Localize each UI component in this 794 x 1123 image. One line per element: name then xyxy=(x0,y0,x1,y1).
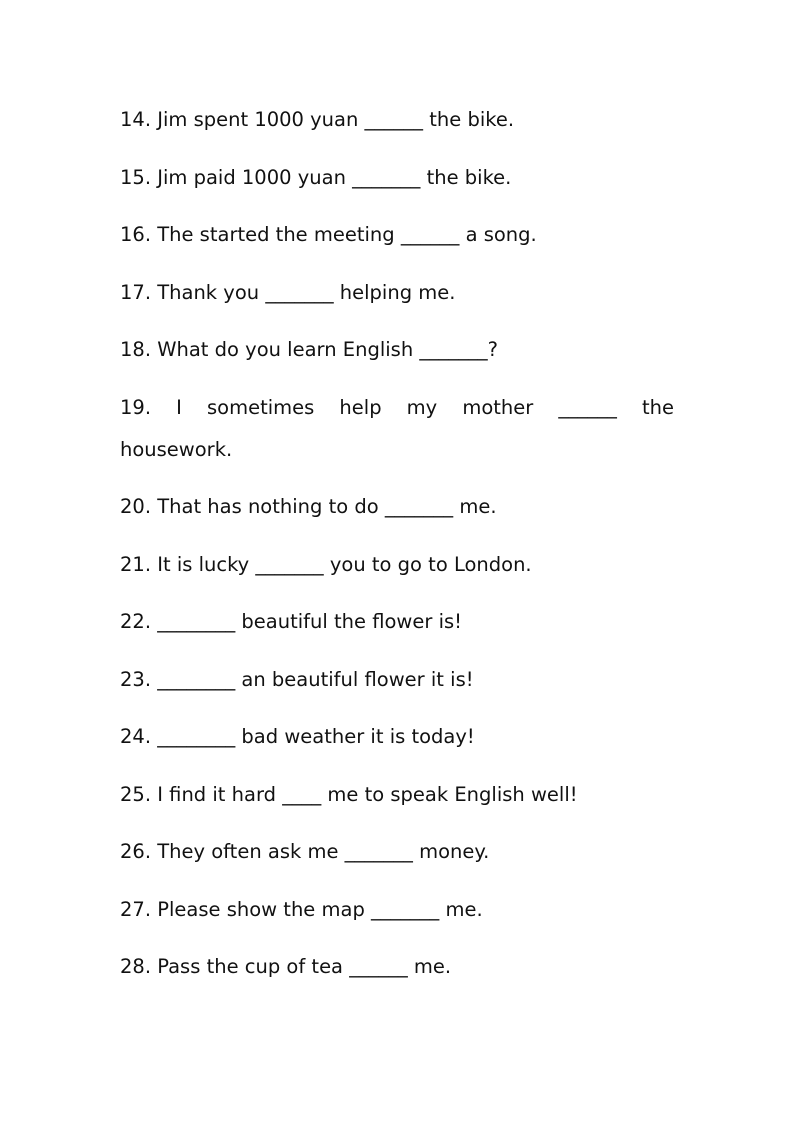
question-text: What do you learn English _______? xyxy=(157,338,498,361)
question-text: ________ beautiful the flower is! xyxy=(157,610,462,633)
question-number: 23. xyxy=(120,667,152,691)
question-18 xyxy=(120,329,674,371)
question-number: 17. xyxy=(120,280,152,304)
question-text: Jim spent 1000 yuan ______ the bike. xyxy=(157,108,515,131)
question-number: 19. xyxy=(120,395,152,419)
question-text: Pass the cup of tea ______ me. xyxy=(157,955,452,978)
question-14 xyxy=(120,99,674,141)
question-text: Please show the map _______ me. xyxy=(157,897,483,921)
question-17 xyxy=(120,272,674,314)
question-23 xyxy=(120,659,674,701)
question-number: 20. xyxy=(120,495,152,518)
question-number: 14. xyxy=(120,108,152,131)
question-16 xyxy=(120,214,674,256)
question-text-line-2: housework. xyxy=(120,437,233,461)
question-21 xyxy=(120,544,674,586)
question-line-1 xyxy=(120,387,674,429)
exercise-list xyxy=(120,99,674,1004)
question-number: 21. xyxy=(120,552,152,576)
question-text: It is lucky _______ you to go to London. xyxy=(157,552,532,576)
question-number: 25. xyxy=(120,782,152,806)
question-text: Thank you _______ helping me. xyxy=(157,280,456,304)
question-text: ________ an beautiful flower it is! xyxy=(157,667,474,691)
question-text: That has nothing to do _______ me. xyxy=(157,495,497,518)
question-22 xyxy=(120,601,674,643)
question-number: 16. xyxy=(120,223,152,246)
question-number: 22. xyxy=(120,610,152,633)
question-text: The started the meeting ______ a song. xyxy=(157,223,537,246)
question-number: 27. xyxy=(120,897,152,921)
question-24 xyxy=(120,716,674,758)
question-text: They often ask me _______ money. xyxy=(157,840,490,863)
question-text-line-1: I sometimes help my mother ______ the xyxy=(176,395,674,419)
question-28 xyxy=(120,946,674,988)
question-27 xyxy=(120,889,674,931)
question-19 xyxy=(120,387,674,471)
question-number: 26. xyxy=(120,840,152,863)
question-number: 15. xyxy=(120,165,152,189)
question-20 xyxy=(120,486,674,528)
question-text: Jim paid 1000 yuan _______ the bike. xyxy=(157,165,512,189)
question-text: ________ bad weather it is today! xyxy=(157,725,475,748)
question-text: I find it hard ____ me to speak English well! xyxy=(157,782,578,806)
question-number: 18. xyxy=(120,338,152,361)
question-25 xyxy=(120,774,674,816)
question-number: 24. xyxy=(120,725,152,748)
question-number: 28. xyxy=(120,955,152,978)
question-15 xyxy=(120,157,674,199)
question-26 xyxy=(120,831,674,873)
